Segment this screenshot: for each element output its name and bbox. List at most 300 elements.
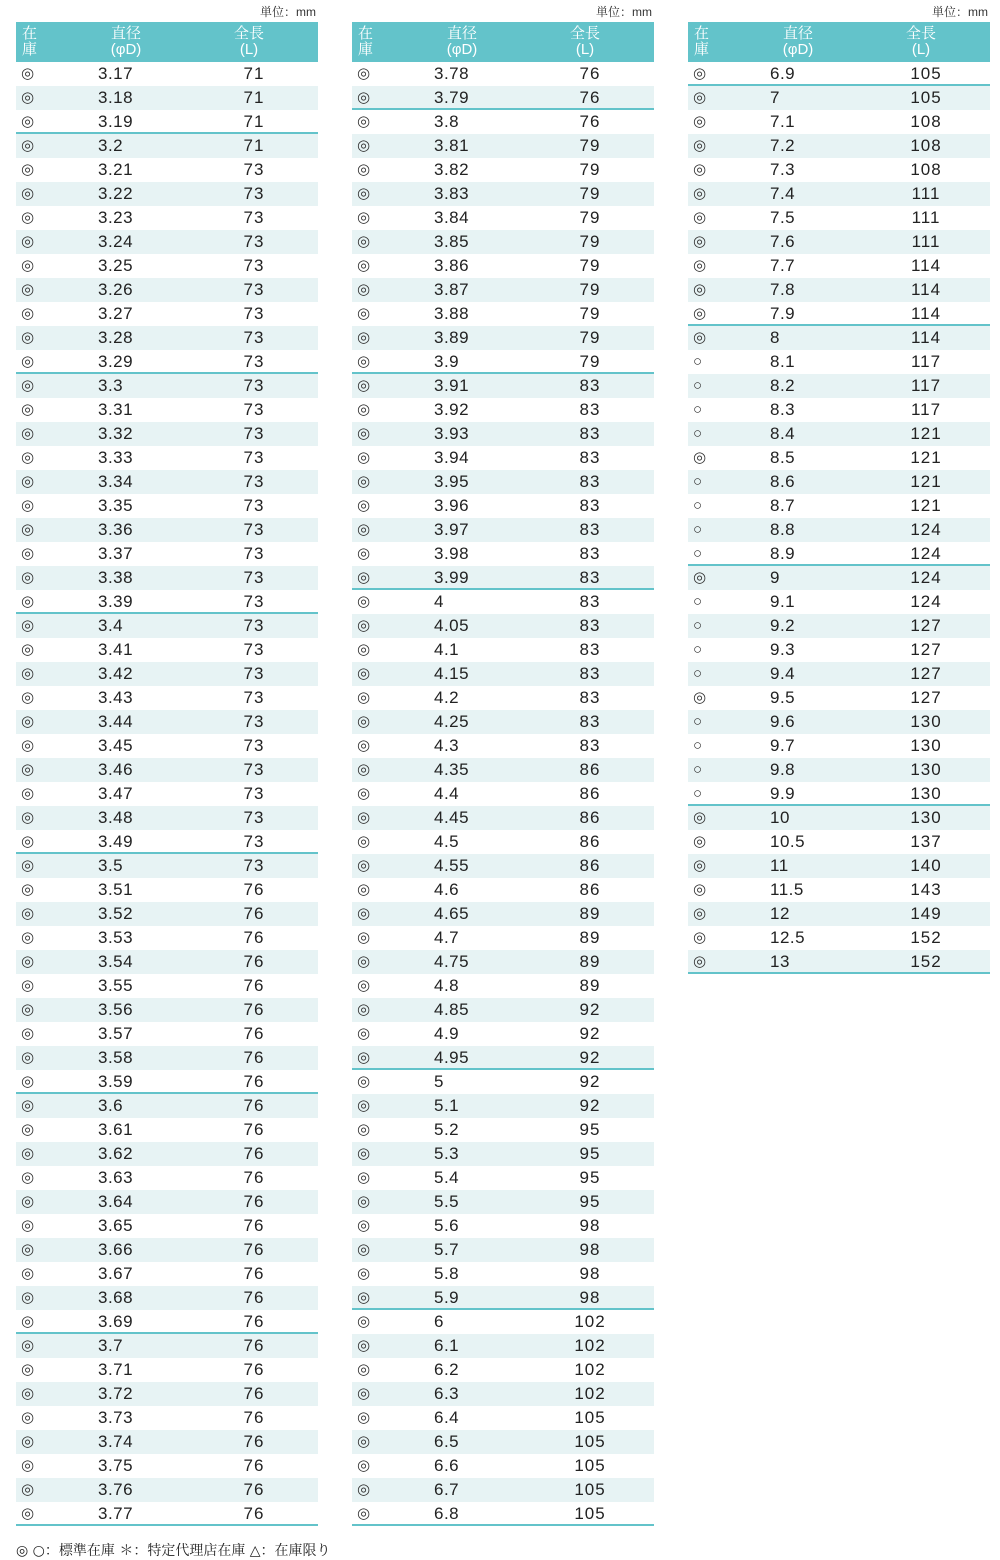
diameter-cell: 3.52	[98, 904, 134, 923]
length-cell: 76	[579, 112, 601, 131]
diameter-cell: 7.4	[770, 184, 796, 203]
table-row	[352, 278, 654, 302]
diameter-cell: 3.28	[98, 328, 134, 347]
length-cell: 86	[579, 760, 601, 779]
length-cell: 79	[579, 352, 601, 371]
table-row	[16, 1094, 318, 1118]
diameter-cell: 3.45	[98, 736, 134, 755]
table-row	[352, 302, 654, 326]
diameter-cell: 7.2	[770, 136, 796, 155]
diameter-cell: 3.38	[98, 568, 134, 587]
diameter-cell: 3.23	[98, 208, 134, 227]
table-row	[16, 1382, 318, 1406]
length-cell: 105	[574, 1456, 606, 1475]
length-cell: 111	[911, 184, 941, 203]
table-row	[688, 374, 990, 398]
stock-mark: ◎	[357, 977, 371, 994]
diameter-cell: 3.21	[98, 160, 134, 179]
table-row	[352, 1286, 654, 1310]
stock-mark: ◎	[21, 113, 35, 130]
length-cell: 130	[910, 760, 942, 779]
table-row	[352, 518, 654, 542]
table-header	[352, 22, 654, 62]
table-row	[688, 830, 990, 854]
table-row	[688, 62, 990, 86]
table-row	[16, 230, 318, 254]
stock-mark: ◎	[357, 857, 371, 874]
table-row	[16, 1334, 318, 1358]
header-length-line: 全長	[569, 25, 600, 42]
table-row	[16, 974, 318, 998]
stock-mark: ◎	[21, 545, 35, 562]
stock-mark: ◎	[693, 137, 707, 154]
stock-mark: ◎	[357, 1361, 371, 1378]
diameter-cell: 3.49	[98, 832, 134, 851]
diameter-cell: 7.7	[770, 256, 796, 275]
diameter-cell: 13	[770, 952, 790, 971]
length-cell: 76	[243, 1120, 265, 1139]
stock-mark: ◎	[357, 1289, 371, 1306]
stock-mark: ◎	[21, 617, 35, 634]
length-cell: 83	[579, 544, 601, 563]
diameter-cell: 10.5	[770, 832, 806, 851]
table-row	[352, 1382, 654, 1406]
table-row	[16, 950, 318, 974]
table-row	[16, 1142, 318, 1166]
table-row	[16, 350, 318, 374]
table-row	[352, 374, 654, 398]
length-cell: 73	[243, 712, 265, 731]
stock-mark: ◎	[357, 353, 371, 370]
diameter-cell: 8.6	[770, 472, 796, 491]
diameter-cell: 7	[770, 88, 780, 107]
table-row	[688, 470, 990, 494]
table-row	[352, 1310, 654, 1334]
table-row	[688, 758, 990, 782]
stock-mark: ◎	[21, 1049, 35, 1066]
length-cell: 76	[243, 1384, 265, 1403]
diameter-cell: 4.1	[434, 640, 460, 659]
diameter-cell: 6.3	[434, 1384, 460, 1403]
stock-mark: ◎	[21, 1505, 35, 1522]
table-row	[16, 1454, 318, 1478]
stock-mark: ◎	[357, 1145, 371, 1162]
unit-label: 単位：mm	[932, 5, 988, 19]
table-row	[688, 494, 990, 518]
stock-mark: ◎	[21, 209, 35, 226]
diameter-cell: 9.1	[770, 592, 796, 611]
table-row	[352, 614, 654, 638]
stock-mark: ◎	[21, 353, 35, 370]
diameter-cell: 4.95	[434, 1048, 470, 1067]
diameter-cell: 8.1	[770, 352, 796, 371]
stock-mark: ◎	[693, 233, 707, 250]
length-cell: 86	[579, 832, 601, 851]
diameter-cell: 3.42	[98, 664, 134, 683]
table-row	[688, 590, 990, 614]
table-row	[352, 542, 654, 566]
table-row	[688, 206, 990, 230]
length-cell: 117	[910, 400, 942, 419]
diameter-cell: 7.9	[770, 304, 796, 323]
stock-mark: ◎	[693, 929, 707, 946]
stock-mark: ◎	[357, 809, 371, 826]
table-row	[352, 1070, 654, 1094]
length-cell: 130	[910, 784, 942, 803]
diameter-cell: 3.8	[434, 112, 460, 131]
stock-mark: ◎	[21, 401, 35, 418]
stock-mark: ◎	[21, 1385, 35, 1402]
stock-mark: ◎	[693, 833, 707, 850]
diameter-cell: 7.5	[770, 208, 796, 227]
stock-mark: ◎	[357, 425, 371, 442]
diameter-cell: 5.3	[434, 1144, 460, 1163]
length-cell: 95	[579, 1120, 601, 1139]
stock-mark: ◎	[357, 161, 371, 178]
length-cell: 152	[910, 952, 942, 971]
length-cell: 73	[243, 832, 265, 851]
table-row	[16, 86, 318, 110]
length-cell: 73	[243, 208, 265, 227]
table-row	[688, 158, 990, 182]
diameter-cell: 3.87	[434, 280, 470, 299]
length-cell: 73	[243, 256, 265, 275]
table-row	[352, 182, 654, 206]
table-row	[16, 734, 318, 758]
stock-mark: ◎	[357, 401, 371, 418]
table-row	[352, 494, 654, 518]
table-row	[16, 206, 318, 230]
table-row	[16, 470, 318, 494]
length-cell: 105	[910, 64, 942, 83]
table-row	[688, 518, 990, 542]
length-cell: 76	[243, 1096, 265, 1115]
stock-mark: ◎	[693, 905, 707, 922]
header-length-line: (L)	[239, 41, 259, 58]
table-row	[352, 1118, 654, 1142]
stock-mark: ◎	[21, 65, 35, 82]
length-cell: 73	[243, 616, 265, 635]
length-cell: 89	[579, 928, 601, 947]
table-row	[688, 254, 990, 278]
table-row	[352, 1022, 654, 1046]
stock-mark: ○	[693, 761, 703, 778]
stock-mark: ◎	[357, 89, 371, 106]
stock-mark: ○	[693, 473, 703, 490]
stock-mark: ◎	[21, 305, 35, 322]
table-row	[352, 590, 654, 614]
stock-mark: ◎	[21, 593, 35, 610]
diameter-cell: 7.1	[770, 112, 796, 131]
length-cell: 73	[243, 520, 265, 539]
length-cell: 105	[574, 1480, 606, 1499]
table-row	[352, 1190, 654, 1214]
header-length	[886, 26, 956, 58]
diameter-cell: 3.33	[98, 448, 134, 467]
stock-mark: ◎	[357, 737, 371, 754]
table-row	[352, 1046, 654, 1070]
diameter-cell: 4.8	[434, 976, 460, 995]
diameter-cell: 4.45	[434, 808, 470, 827]
length-cell: 95	[579, 1168, 601, 1187]
stock-mark: ◎	[357, 569, 371, 586]
diameter-cell: 6	[434, 1312, 444, 1331]
table-row	[16, 1118, 318, 1142]
length-cell: 76	[243, 1024, 265, 1043]
diameter-cell: 3.51	[98, 880, 134, 899]
diameter-cell: 8.2	[770, 376, 796, 395]
length-cell: 83	[579, 664, 601, 683]
stock-mark: ◎	[357, 593, 371, 610]
table-row	[352, 1238, 654, 1262]
table-row	[352, 1334, 654, 1358]
diameter-cell: 9	[770, 568, 780, 587]
header-length-line: (L)	[575, 41, 595, 58]
stock-mark: ◎	[357, 641, 371, 658]
length-cell: 117	[910, 376, 942, 395]
diameter-cell: 3.86	[434, 256, 470, 275]
length-cell: 73	[243, 640, 265, 659]
diameter-cell: 6.2	[434, 1360, 460, 1379]
length-cell: 108	[910, 112, 942, 131]
stock-mark: ◎	[21, 185, 35, 202]
stock-mark: ○	[693, 665, 703, 682]
table-row	[688, 950, 990, 974]
table-row	[16, 254, 318, 278]
length-cell: 71	[243, 136, 265, 155]
diameter-cell: 3.98	[434, 544, 470, 563]
table-row	[16, 542, 318, 566]
diameter-cell: 3.95	[434, 472, 470, 491]
length-cell: 127	[910, 664, 942, 683]
table-row	[16, 134, 318, 158]
length-cell: 83	[579, 736, 601, 755]
stock-mark: ◎	[21, 665, 35, 682]
length-cell: 73	[243, 400, 265, 419]
stock-mark: ◎	[357, 665, 371, 682]
stock-mark: ◎	[693, 161, 707, 178]
stock-mark: ◎	[357, 1265, 371, 1282]
table-row	[688, 854, 990, 878]
length-cell: 79	[579, 136, 601, 155]
diameter-cell: 4.65	[434, 904, 470, 923]
length-cell: 127	[910, 616, 942, 635]
stock-mark: ◎	[21, 737, 35, 754]
length-cell: 83	[579, 712, 601, 731]
table-row	[688, 134, 990, 158]
table-3	[688, 0, 990, 974]
diameter-cell: 4.9	[434, 1024, 460, 1043]
length-cell: 76	[243, 1168, 265, 1187]
table-row	[352, 1478, 654, 1502]
length-cell: 76	[243, 904, 265, 923]
length-cell: 79	[579, 184, 601, 203]
stock-mark: ◎	[357, 1097, 371, 1114]
stock-mark: ◎	[693, 689, 707, 706]
table-row	[16, 806, 318, 830]
table-row	[352, 734, 654, 758]
length-cell: 73	[243, 160, 265, 179]
stock-mark: ◎	[21, 857, 35, 874]
length-cell: 83	[579, 568, 601, 587]
diameter-cell: 3.99	[434, 568, 470, 587]
diameter-cell: 9.4	[770, 664, 796, 683]
length-cell: 105	[574, 1432, 606, 1451]
stock-mark: ◎	[21, 641, 35, 658]
diameter-cell: 4.85	[434, 1000, 470, 1019]
table-row	[16, 1430, 318, 1454]
diameter-cell: 3.17	[98, 64, 134, 83]
length-cell: 73	[243, 664, 265, 683]
length-cell: 117	[910, 352, 942, 371]
length-cell: 98	[579, 1240, 601, 1259]
length-cell: 102	[574, 1360, 606, 1379]
table-row	[352, 974, 654, 998]
stock-mark: ◎	[693, 569, 707, 586]
length-cell: 114	[910, 256, 942, 275]
diameter-cell: 4.6	[434, 880, 460, 899]
unit-label: 単位：mm	[596, 5, 652, 19]
stock-mark: ◎	[21, 329, 35, 346]
diameter-cell: 4.05	[434, 616, 470, 635]
header-diameter-line: (φD)	[110, 41, 142, 58]
diameter-cell: 3.71	[98, 1360, 134, 1379]
length-cell: 73	[243, 352, 265, 371]
table-row	[352, 782, 654, 806]
diameter-cell: 3.67	[98, 1264, 134, 1283]
table-row	[688, 422, 990, 446]
length-cell: 73	[243, 424, 265, 443]
length-cell: 73	[243, 472, 265, 491]
length-cell: 79	[579, 256, 601, 275]
length-cell: 73	[243, 688, 265, 707]
stock-mark: ◎	[21, 1169, 35, 1186]
table-row	[688, 878, 990, 902]
length-cell: 73	[243, 760, 265, 779]
length-cell: 86	[579, 880, 601, 899]
diameter-cell: 3.46	[98, 760, 134, 779]
table-row	[688, 278, 990, 302]
diameter-cell: 4.25	[434, 712, 470, 731]
table-row	[16, 566, 318, 590]
table-row	[16, 686, 318, 710]
header-stock	[358, 26, 378, 58]
header-length-line: 全長	[233, 25, 264, 42]
stock-mark: ◎	[357, 209, 371, 226]
length-cell: 79	[579, 328, 601, 347]
length-cell: 124	[910, 520, 942, 539]
stock-mark: ◎	[21, 929, 35, 946]
stock-mark: ◎	[357, 1169, 371, 1186]
diameter-cell: 3.39	[98, 592, 134, 611]
length-cell: 76	[243, 1288, 265, 1307]
stock-mark: ◎	[21, 1361, 35, 1378]
table-row	[352, 1358, 654, 1382]
table-row	[352, 686, 654, 710]
stock-mark: ◎	[21, 905, 35, 922]
length-cell: 108	[910, 136, 942, 155]
length-cell: 83	[579, 640, 601, 659]
table-row	[16, 710, 318, 734]
stock-mark: ○	[693, 641, 703, 658]
length-cell: 127	[910, 688, 942, 707]
diameter-cell: 3.34	[98, 472, 134, 491]
stock-mark: ◎	[357, 377, 371, 394]
stock-mark: ◎	[357, 905, 371, 922]
table-row	[16, 326, 318, 350]
length-cell: 114	[910, 328, 942, 347]
stock-mark: ◎	[21, 89, 35, 106]
table-row	[16, 1022, 318, 1046]
length-cell: 79	[579, 232, 601, 251]
table-row	[16, 1046, 318, 1070]
stock-mark: ◎	[693, 953, 707, 970]
stock-mark: ◎	[21, 1097, 35, 1114]
diameter-cell: 3.97	[434, 520, 470, 539]
diameter-cell: 3.88	[434, 304, 470, 323]
table-row	[352, 1214, 654, 1238]
length-cell: 114	[910, 280, 942, 299]
table-row	[16, 1286, 318, 1310]
diameter-cell: 3.19	[98, 112, 134, 131]
length-cell: 76	[243, 1408, 265, 1427]
table-row	[16, 446, 318, 470]
diameter-cell: 9.7	[770, 736, 796, 755]
length-cell: 76	[243, 1360, 265, 1379]
length-cell: 130	[910, 736, 942, 755]
stock-mark: ◎	[693, 449, 707, 466]
length-cell: 137	[910, 832, 942, 851]
length-cell: 76	[243, 1456, 265, 1475]
table-row	[16, 494, 318, 518]
stock-mark: ◎	[21, 473, 35, 490]
length-cell: 83	[579, 376, 601, 395]
stock-mark: ◎	[21, 137, 35, 154]
length-cell: 76	[243, 928, 265, 947]
stock-mark: ◎	[357, 1025, 371, 1042]
stock-mark: ◎	[21, 1409, 35, 1426]
table-row	[688, 326, 990, 350]
stock-mark: ◎	[693, 857, 707, 874]
length-cell: 73	[243, 544, 265, 563]
stock-mark: ○	[693, 593, 703, 610]
table-row	[352, 134, 654, 158]
length-cell: 121	[910, 496, 942, 515]
diameter-cell: 9.9	[770, 784, 796, 803]
diameter-cell: 6.7	[434, 1480, 460, 1499]
diameter-cell: 3.69	[98, 1312, 134, 1331]
header-length	[550, 26, 620, 58]
diameter-cell: 3.54	[98, 952, 134, 971]
table-row	[352, 662, 654, 686]
diameter-cell: 5	[434, 1072, 444, 1091]
stock-mark: ◎	[21, 233, 35, 250]
length-cell: 76	[243, 1000, 265, 1019]
stock-mark: ◎	[357, 1073, 371, 1090]
header-stock-line: 庫	[22, 41, 38, 58]
header-diameter-line: 直径	[110, 25, 141, 42]
header-length-line: 全長	[905, 25, 936, 42]
table-row	[16, 614, 318, 638]
table-2	[352, 0, 654, 1526]
stock-mark: ○	[693, 497, 703, 514]
diameter-cell: 4.2	[434, 688, 460, 707]
table-row	[16, 1358, 318, 1382]
table-row	[352, 470, 654, 494]
unit-label: 単位：mm	[260, 5, 316, 19]
table-row	[688, 542, 990, 566]
diameter-cell: 9.6	[770, 712, 796, 731]
